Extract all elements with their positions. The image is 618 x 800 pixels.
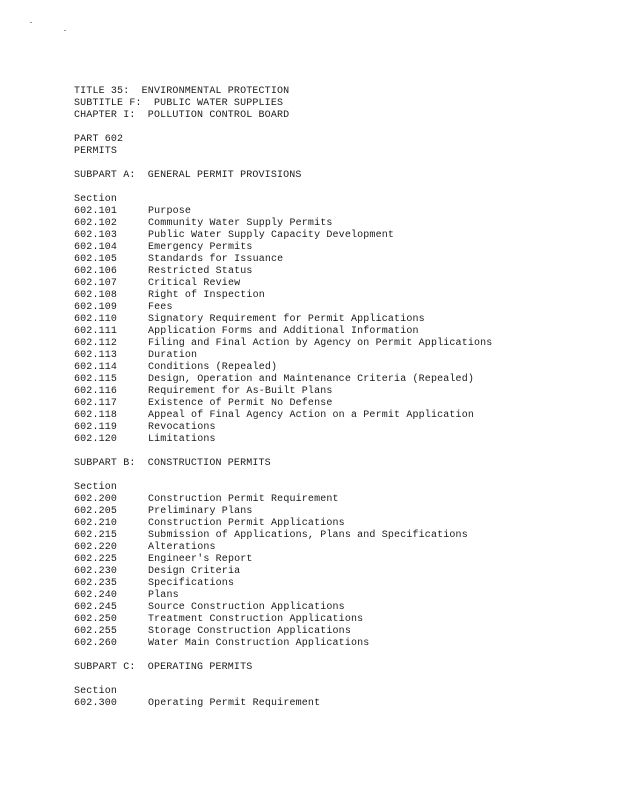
chapter-line: CHAPTER I: POLLUTION CONTROL BOARD bbox=[74, 110, 290, 121]
section-title: Critical Review bbox=[148, 278, 241, 289]
scan-speck bbox=[64, 30, 66, 31]
section-number: 602.112 bbox=[74, 338, 118, 349]
section-title: Filing and Final Action by Agency on Permit Applications bbox=[148, 338, 493, 349]
section-row bbox=[74, 338, 604, 350]
section-row bbox=[74, 506, 604, 518]
section-number: 602.210 bbox=[74, 518, 118, 529]
section-number: 602.120 bbox=[74, 434, 118, 445]
section-number: 602.200 bbox=[74, 494, 118, 505]
section-row bbox=[74, 422, 604, 434]
section-title: Application Forms and Additional Information bbox=[148, 326, 419, 337]
section-title: Restricted Status bbox=[148, 266, 253, 277]
section-number: 602.109 bbox=[74, 302, 118, 313]
section-title: Specifications bbox=[148, 578, 235, 589]
spacer bbox=[74, 446, 604, 458]
section-row bbox=[74, 374, 604, 386]
section-label: Section bbox=[74, 482, 118, 493]
section-title: Duration bbox=[148, 350, 198, 361]
part-name: PERMITS bbox=[74, 146, 118, 157]
section-row bbox=[74, 302, 604, 314]
section-title: Purpose bbox=[148, 206, 192, 217]
section-title: Right of Inspection bbox=[148, 290, 265, 301]
section-row bbox=[74, 218, 604, 230]
section-row bbox=[74, 350, 604, 362]
section-title: Design, Operation and Maintenance Criteria (Repealed) bbox=[148, 374, 475, 385]
section-title: Preliminary Plans bbox=[148, 506, 253, 517]
section-number: 602.117 bbox=[74, 398, 118, 409]
section-title: Standards for Issuance bbox=[148, 254, 284, 265]
section-row bbox=[74, 386, 604, 398]
section-title: Revocations bbox=[148, 422, 216, 433]
document-page bbox=[74, 86, 604, 710]
section-number: 602.255 bbox=[74, 626, 118, 637]
spacer bbox=[74, 182, 604, 194]
subpart-b-heading: SUBPART B: CONSTRUCTION PERMITS bbox=[74, 458, 271, 469]
section-title: Treatment Construction Applications bbox=[148, 614, 364, 625]
section-row bbox=[74, 638, 604, 650]
section-title: Source Construction Applications bbox=[148, 602, 345, 613]
section-title: Storage Construction Applications bbox=[148, 626, 351, 637]
subpart-c-heading: SUBPART C: OPERATING PERMITS bbox=[74, 662, 253, 673]
section-row bbox=[74, 362, 604, 374]
section-list bbox=[74, 206, 604, 446]
section-title: Emergency Permits bbox=[148, 242, 253, 253]
subpart-a bbox=[74, 170, 604, 446]
section-number: 602.118 bbox=[74, 410, 118, 421]
section-title: Appeal of Final Agency Action on a Permit Application bbox=[148, 410, 475, 421]
section-title: Engineer's Report bbox=[148, 554, 253, 565]
section-number: 602.225 bbox=[74, 554, 118, 565]
section-title: Water Main Construction Applications bbox=[148, 638, 370, 649]
section-number: 602.116 bbox=[74, 386, 118, 397]
spacer bbox=[74, 470, 604, 482]
section-title: Limitations bbox=[148, 434, 216, 445]
subpart-a-heading: SUBPART A: GENERAL PERMIT PROVISIONS bbox=[74, 170, 302, 181]
section-number: 602.113 bbox=[74, 350, 118, 361]
section-number: 602.108 bbox=[74, 290, 118, 301]
part-heading bbox=[74, 134, 604, 158]
section-number: 602.114 bbox=[74, 362, 118, 373]
section-title: Signatory Requirement for Permit Applications bbox=[148, 314, 425, 325]
section-title: Design Criteria bbox=[148, 566, 241, 577]
section-list bbox=[74, 494, 604, 650]
section-title: Community Water Supply Permits bbox=[148, 218, 333, 229]
subpart-b bbox=[74, 458, 604, 650]
section-number: 602.220 bbox=[74, 542, 118, 553]
section-row bbox=[74, 326, 604, 338]
section-row bbox=[74, 410, 604, 422]
section-row bbox=[74, 494, 604, 506]
section-title: Construction Permit Requirement bbox=[148, 494, 339, 505]
section-number: 602.103 bbox=[74, 230, 118, 241]
section-row bbox=[74, 590, 604, 602]
section-number: 602.110 bbox=[74, 314, 118, 325]
part-number: PART 602 bbox=[74, 134, 124, 145]
section-row bbox=[74, 578, 604, 590]
section-number: 602.105 bbox=[74, 254, 118, 265]
section-title: Alterations bbox=[148, 542, 216, 553]
section-title: Submission of Applications, Plans and Specifications bbox=[148, 530, 468, 541]
section-title: Fees bbox=[148, 302, 173, 313]
section-number: 602.235 bbox=[74, 578, 118, 589]
section-label: Section bbox=[74, 686, 118, 697]
section-number: 602.250 bbox=[74, 614, 118, 625]
subpart-c bbox=[74, 662, 604, 710]
section-number: 602.102 bbox=[74, 218, 118, 229]
section-row bbox=[74, 314, 604, 326]
section-title: Public Water Supply Capacity Development bbox=[148, 230, 395, 241]
section-row bbox=[74, 290, 604, 302]
section-row bbox=[74, 626, 604, 638]
section-title: Plans bbox=[148, 590, 179, 601]
section-number: 602.111 bbox=[74, 326, 118, 337]
section-row bbox=[74, 602, 604, 614]
section-list bbox=[74, 698, 604, 710]
spacer bbox=[74, 122, 604, 134]
section-row bbox=[74, 230, 604, 242]
section-number: 602.115 bbox=[74, 374, 118, 385]
section-number: 602.260 bbox=[74, 638, 118, 649]
section-row bbox=[74, 206, 604, 218]
section-row bbox=[74, 278, 604, 290]
section-number: 602.107 bbox=[74, 278, 118, 289]
section-number: 602.205 bbox=[74, 506, 118, 517]
spacer bbox=[74, 674, 604, 686]
scan-speck bbox=[30, 22, 32, 23]
section-row bbox=[74, 614, 604, 626]
section-label: Section bbox=[74, 194, 118, 205]
section-row bbox=[74, 434, 604, 446]
section-row bbox=[74, 398, 604, 410]
section-number: 602.101 bbox=[74, 206, 118, 217]
section-row bbox=[74, 542, 604, 554]
section-row bbox=[74, 698, 604, 710]
subtitle-line: SUBTITLE F: PUBLIC WATER SUPPLIES bbox=[74, 98, 284, 109]
section-row bbox=[74, 254, 604, 266]
section-title: Conditions (Repealed) bbox=[148, 362, 278, 373]
title-line: TITLE 35: ENVIRONMENTAL PROTECTION bbox=[74, 86, 290, 97]
section-row bbox=[74, 266, 604, 278]
section-number: 602.119 bbox=[74, 422, 118, 433]
spacer bbox=[74, 158, 604, 170]
section-number: 602.240 bbox=[74, 590, 118, 601]
section-number: 602.245 bbox=[74, 602, 118, 613]
section-title: Operating Permit Requirement bbox=[148, 698, 321, 709]
section-row bbox=[74, 242, 604, 254]
section-row bbox=[74, 566, 604, 578]
section-title: Requirement for As-Built Plans bbox=[148, 386, 333, 397]
section-number: 602.300 bbox=[74, 698, 118, 709]
section-title: Construction Permit Applications bbox=[148, 518, 345, 529]
spacer bbox=[74, 650, 604, 662]
section-row bbox=[74, 518, 604, 530]
section-number: 602.104 bbox=[74, 242, 118, 253]
section-title: Existence of Permit No Defense bbox=[148, 398, 333, 409]
section-number: 602.230 bbox=[74, 566, 118, 577]
document-header bbox=[74, 86, 604, 122]
section-row bbox=[74, 530, 604, 542]
section-number: 602.106 bbox=[74, 266, 118, 277]
section-row bbox=[74, 554, 604, 566]
section-number: 602.215 bbox=[74, 530, 118, 541]
